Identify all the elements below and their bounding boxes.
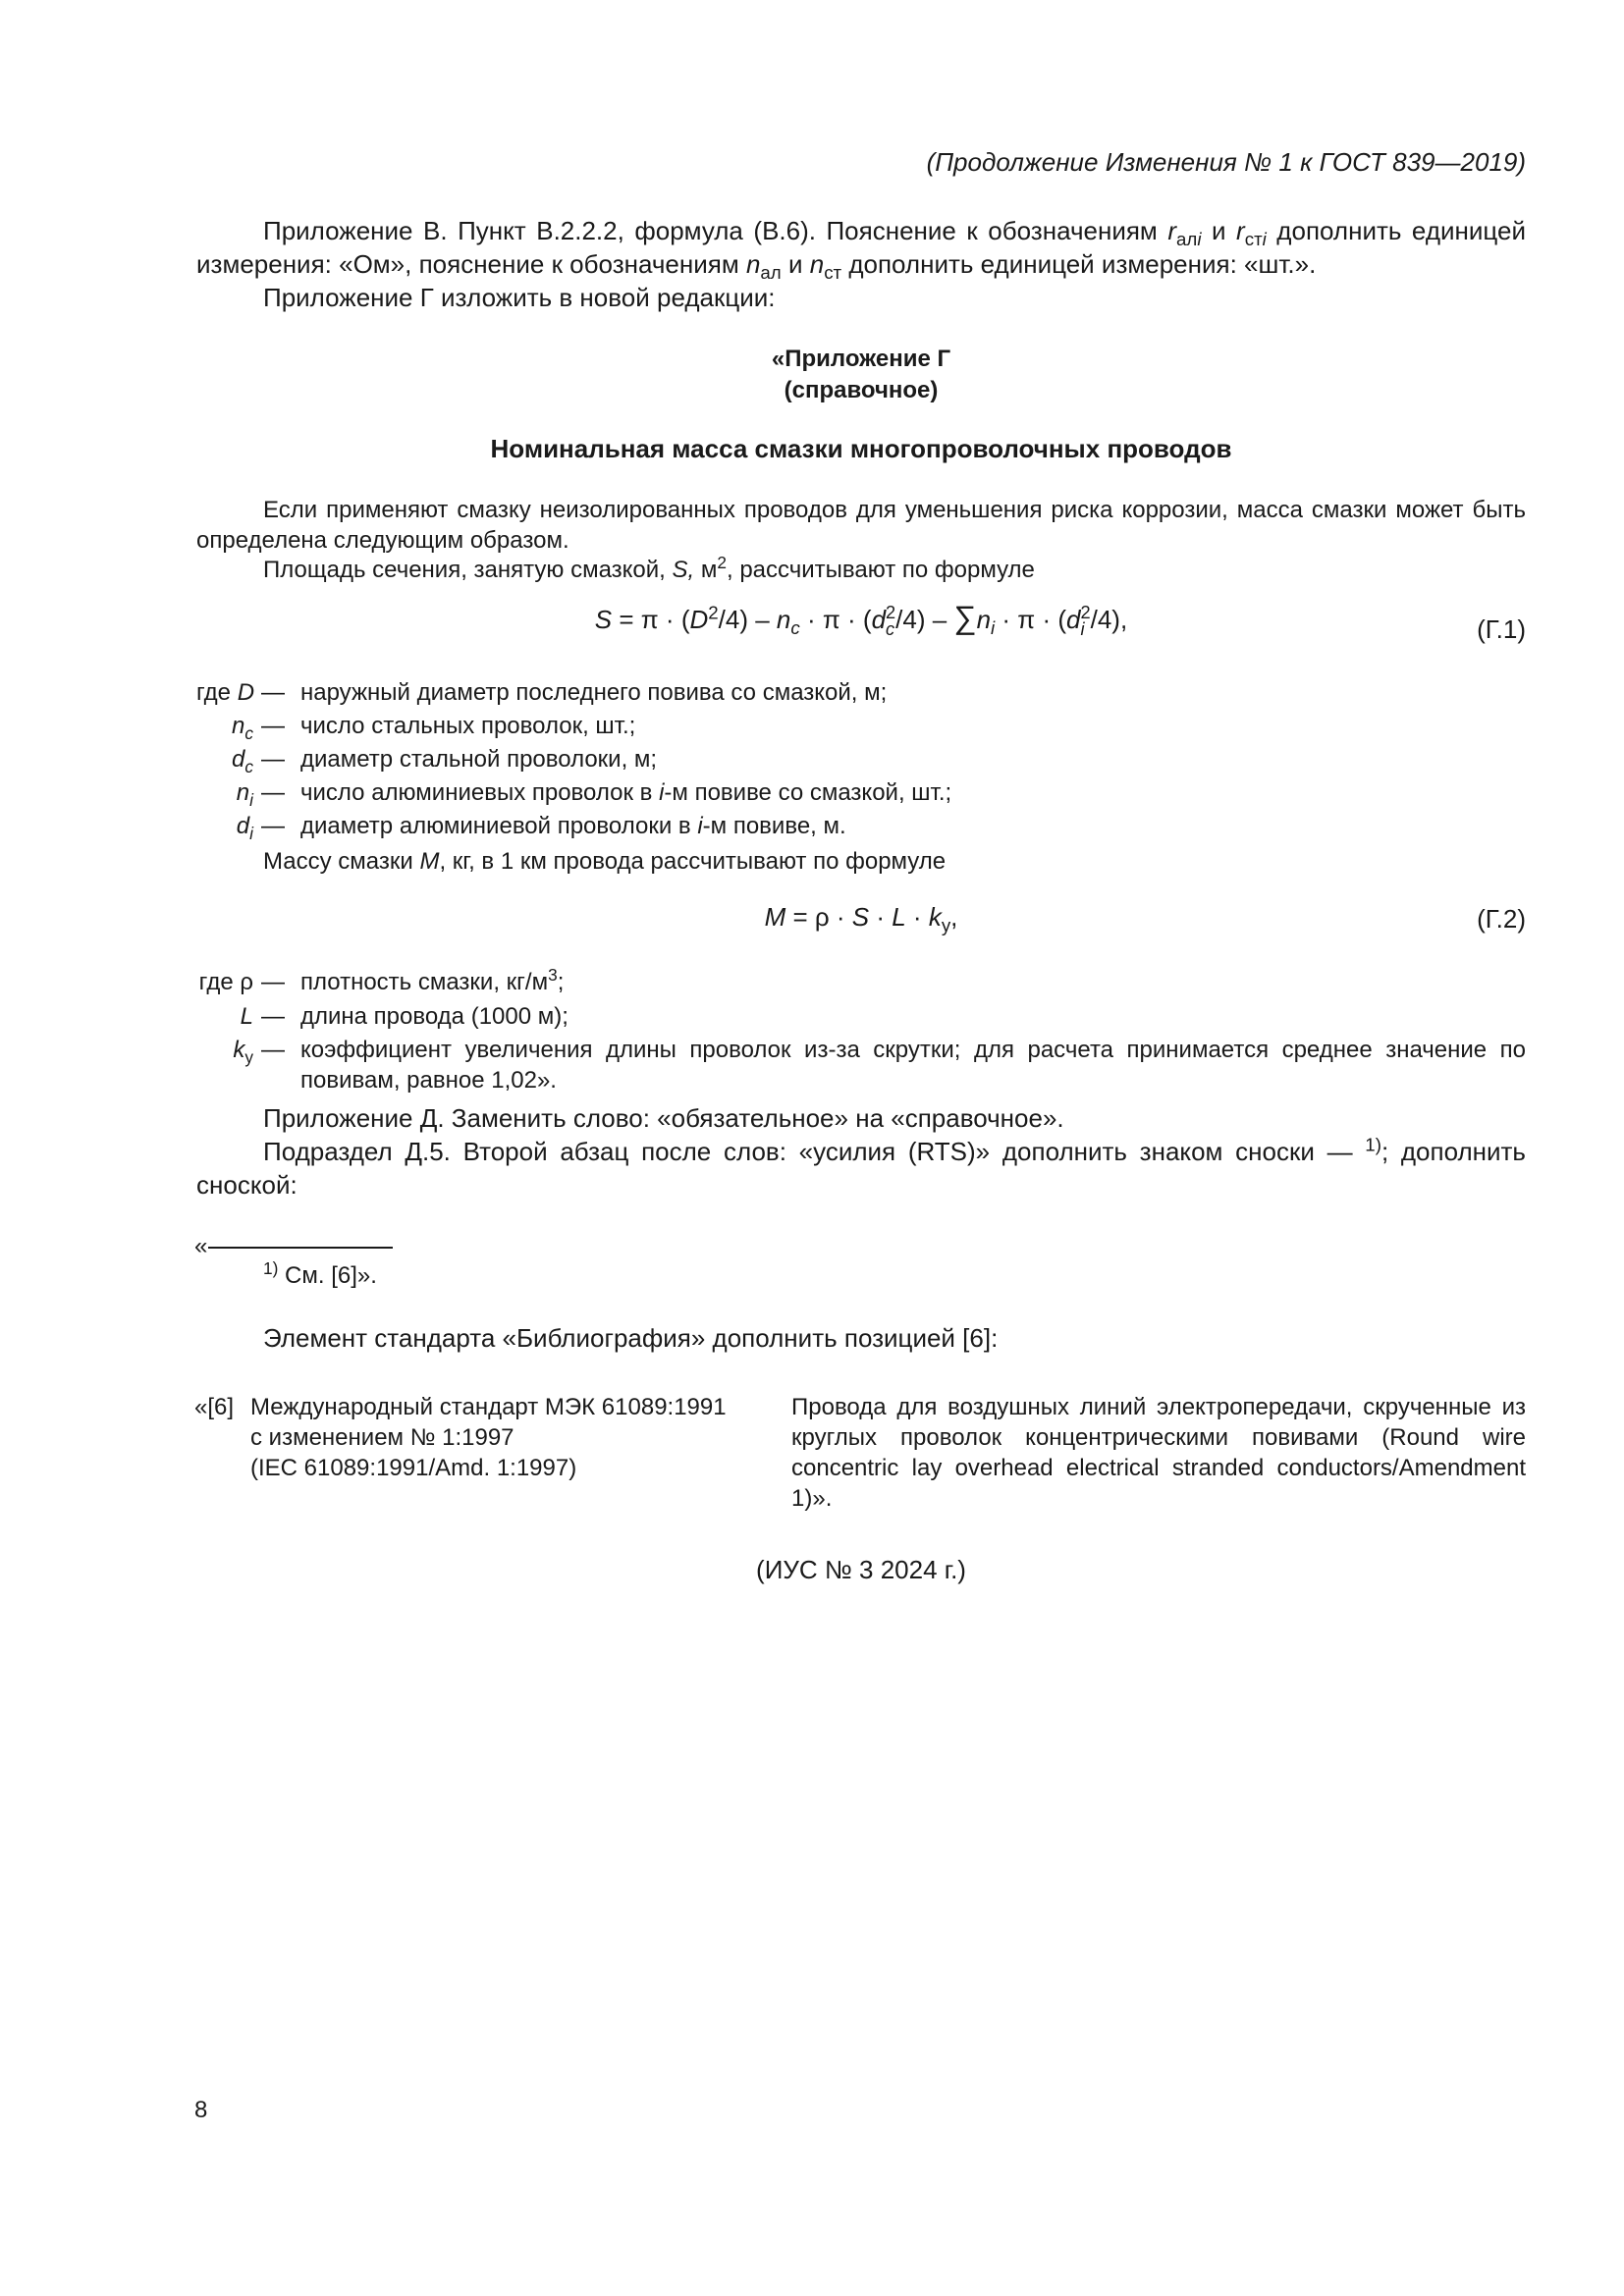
- bibliography-left-column: Международный стандарт МЭК 61089:1991 с изменением № 1:1997 (IEC 61089:1991/Amd. 1:1997): [250, 1394, 727, 1481]
- footnote-text: $^{1)}$ См. [6]».: [263, 1258, 377, 1289]
- formula-g1-body: $S = \pi \cdot (D^2/4) - n_c \cdot \pi \cdot (d$ 2 c $/4) - \sum n_i \cdot \pi \cdot (d$ 2 i /4),: [594, 600, 1128, 640]
- ius-reference: (ИУС № 3 2024 г.): [756, 1555, 966, 1584]
- change-paragraph-2: Подраздел Д.5. Второй абзац после слов: «усилия (RTS)» дополнить знаком сноски — $^{1)}$; дополнить сноской:: [196, 1134, 1526, 1200]
- bibliography-ref-number: «[6]: [194, 1394, 235, 1420]
- footnote-rule: [208, 1247, 393, 1249]
- intro-paragraph-2: Приложение Г изложить в новой редакции:: [263, 283, 776, 312]
- formula-g2: [196, 898, 1526, 935]
- def-row: $n_i$ — число алюминиевых проволок в i-м повиве со смазкой, шт.;: [236, 779, 952, 810]
- def-row: где ρ — плотность смазки, $кг/м^3$;: [198, 965, 565, 995]
- intro-paragraph: Приложение В. Пункт В.2.2.2, формула (В.6). Пояснение к обозначениям $r_{алi}$ и $r_{стi}$ дополнить единицей измерения: «Ом», пояснение к обозначениям $n_{ал}$ и $n_{ст}$ дополнить единицей измерения: «шт.».: [196, 216, 1526, 284]
- formula-g1: [196, 600, 1526, 644]
- appendix-heading: Номинальная масса смазки многопроволочных проводов: [490, 434, 1232, 463]
- bibliography-right-column: Провода для воздушных линий электропередачи, скрученные из круглых проволок концентрическими повивами (Round wire concentric lay overhead electrical stranded conductors/Amendment 1)».: [791, 1394, 1526, 1512]
- def-row: $d_c$ — диаметр стальной проволоки, м;: [232, 746, 658, 776]
- def-row: $d_i$ — диаметр алюминиевой проволоки в i-м повиве, м.: [236, 813, 846, 843]
- formula-g2-number: (Г.2): [1477, 904, 1526, 934]
- def-row: где D — наружный диаметр последнего повива со смазкой, м;: [196, 679, 888, 706]
- appendix-paragraph-1: Если применяют смазку неизолированных проводов для уменьшения риска коррозии, масса смазки может быть определена следующим образом.: [196, 497, 1526, 554]
- formula-g1-number: (Г.1): [1477, 614, 1526, 644]
- def-row: $n_c$ — число стальных проволок, шт.;: [232, 713, 636, 743]
- running-header: (Продолжение Изменения № 1 к ГОСТ 839—2019): [926, 147, 1526, 177]
- appendix-status: (справочное): [784, 377, 939, 403]
- def-row: $k_у$ — коэффициент увеличения длины проволок из-за скрутки; для расчета принимается среднее значение по повивам, равное 1,02».: [233, 1037, 1526, 1094]
- appendix-title: «Приложение Г: [771, 346, 951, 372]
- appendix-paragraph-2: Площадь сечения, занятую смазкой, S, $м^2$, рассчитывают по формуле: [263, 553, 1035, 583]
- formula-g2-body: $M = \rho \cdot S \cdot L \cdot k_у$,: [764, 902, 958, 936]
- appendix-paragraph-3: Массу смазки M, кг, в 1 км провода рассчитывают по формуле: [263, 848, 947, 875]
- change-paragraph-1: Приложение Д. Заменить слово: «обязательное» на «справочное».: [263, 1103, 1064, 1133]
- footnote-open-quote: «: [194, 1233, 208, 1259]
- bibliography-intro: Элемент стандарта «Библиография» дополнить позицией [6]:: [263, 1323, 999, 1353]
- page-number: 8: [194, 2097, 208, 2123]
- def-row: L — длина провода (1000 м);: [240, 1003, 568, 1030]
